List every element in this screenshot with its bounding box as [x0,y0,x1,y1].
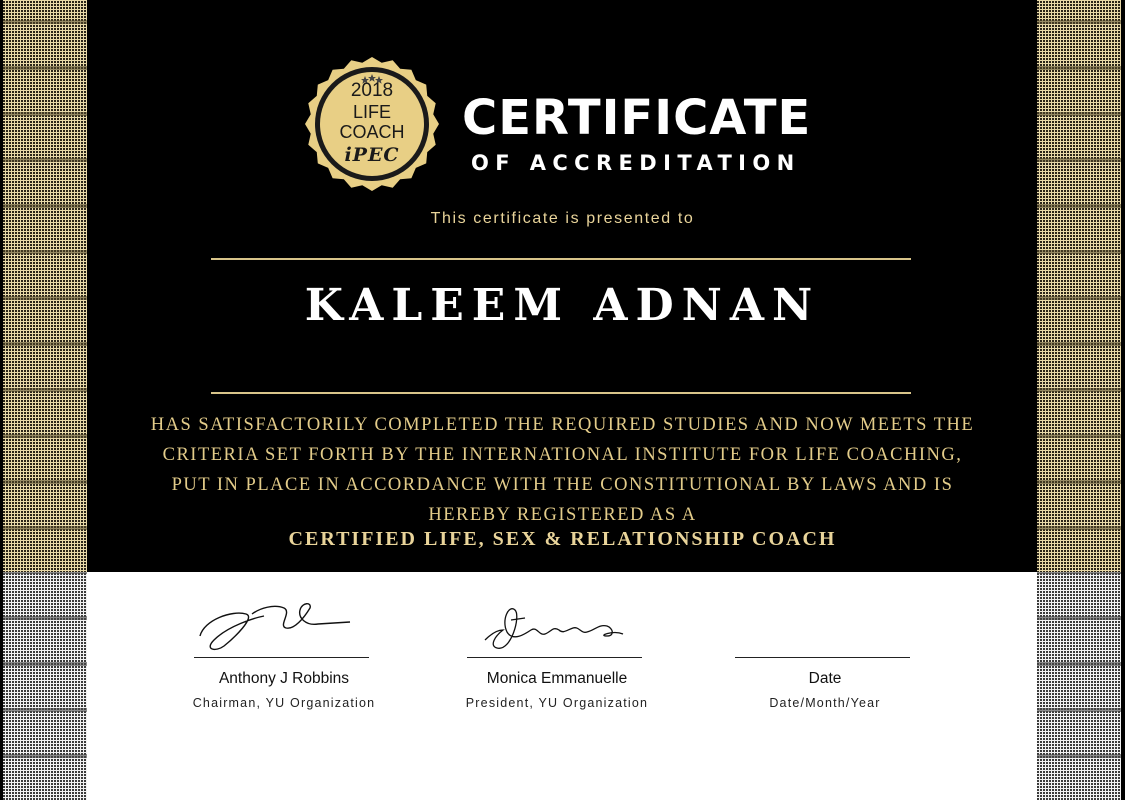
signature-line [194,657,369,658]
signature-line [467,657,642,658]
signer-role: President, YU Organization [465,696,649,710]
signer-name: Anthony J Robbins [218,670,350,687]
chairman-signature [194,596,374,656]
right-border-silver-grid [1037,572,1121,800]
signer-role: Chairman, YU Organization [192,696,376,710]
seal-line-2: COACH [339,122,405,142]
left-pattern-border [3,0,87,800]
credential-title: CERTIFIED LIFE, SEX & RELATIONSHIP COACH [288,528,837,550]
president-signature [467,596,647,656]
accreditation-seal [304,56,440,192]
certificate-title: CERTIFICATE [462,90,812,146]
date-label: Date [808,670,842,687]
left-border-silver-grid [3,572,87,800]
certificate-subtitle: OF ACCREDITATION [471,151,801,175]
signer-name: Monica Emmanuelle [486,670,628,687]
seal-line-1: LIFE [352,102,391,122]
right-pattern-border [1037,0,1121,800]
certificate-body: HAS SATISFACTORILY COMPLETED THE REQUIRED STUDIES AND NOW MEETS THE CRITERIA SET FORTH BY THE INTERNATIONAL INSTITUTE FOR LIFE COACHING, PUT IN PLACE IN ACCORDANCE WITH THE CONSTITUTIONAL BY LAWS AND IS HEREBY REGISTERED AS A [150,415,975,525]
presented-to-text: This certificate is presented to [430,210,695,227]
seal-year: 2018 [350,80,394,101]
date-line [735,657,910,658]
seal-text [304,56,440,192]
date-format: Date/Month/Year [769,696,881,710]
divider-top [211,258,911,260]
divider-bottom [211,392,911,394]
recipient-name: KALEEM ADNAN [304,280,821,331]
seal-brand: iPEC [344,144,400,166]
